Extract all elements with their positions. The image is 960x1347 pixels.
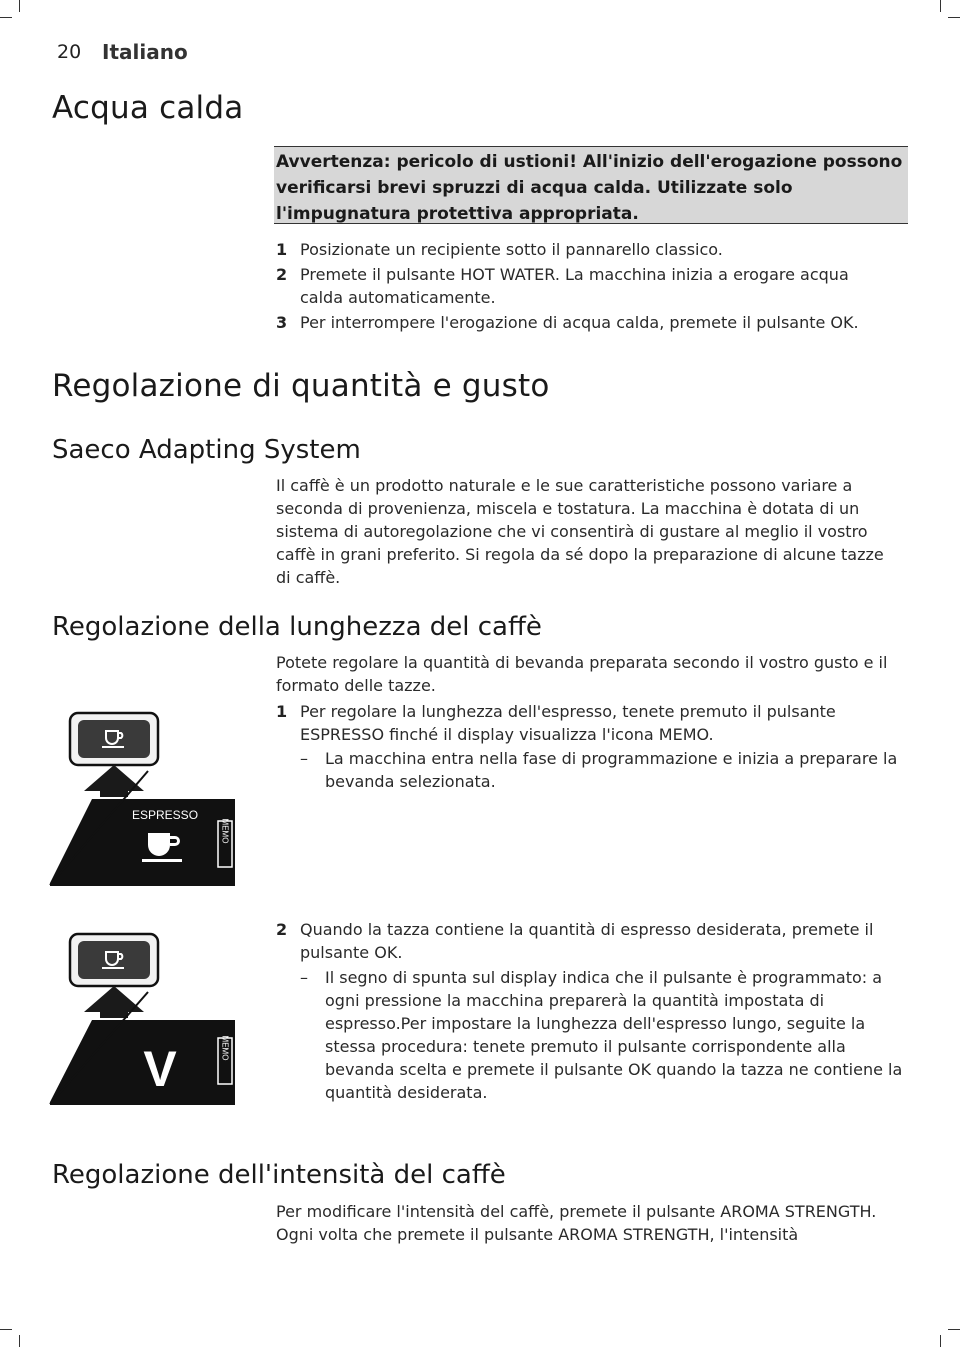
step-number: 1 [276,702,288,721]
hot-water-step-2 [276,263,886,309]
length-step-2-sub [300,966,910,1104]
page-language: Italiano [102,40,188,64]
length-intro: Potete regolare la quantità di bevanda preparata secondo il vostro gusto e il formato delle tazze. [276,653,888,695]
crop-mark [0,17,12,18]
crop-mark [19,0,20,12]
crop-mark [948,17,960,18]
hot-water-step-1 [276,238,906,261]
section-title-hot-water: Acqua calda [52,90,244,126]
crop-mark [19,1335,20,1347]
step-text: Premete il pulsante HOT WATER. La macchina inizia a erogare acqua calda automaticamente. [300,265,849,307]
sub-text: La macchina entra nella fase di programmazione e inizia a preparare la bevanda selezionata. [325,749,898,791]
warning-box: Avvertenza: pericolo di ustioni! All'inizio dell'erogazione possono verificarsi brevi spruzzi di acqua calda. Utilizzate solo l'impugnatura protettiva appropriata. [274,146,908,224]
subsection-title-length: Regolazione della lunghezza del caffè [52,612,542,642]
dash-bullet: – [300,968,308,987]
section-title-quantity: Regolazione di quantità e gusto [52,368,550,404]
crop-mark [940,1335,941,1347]
step-number: 3 [276,313,288,332]
page-number: 20 [57,41,82,63]
step-text: Per regolare la lunghezza dell'espresso, tenete premuto il pulsante ESPRESSO finché il display visualizza l'icona MEMO. [300,702,836,744]
memo-label: MEMO [220,1035,230,1061]
checkmark-icon: V [143,1041,177,1097]
step-text: Posizionate un recipiente sotto il pannarello classico. [300,240,723,259]
crop-mark [948,1329,960,1330]
length-step-2 [276,918,896,964]
dash-bullet: – [300,749,308,768]
espresso-memo-illustration [48,705,240,891]
crop-mark [940,0,941,12]
subsection-title-saeco: Saeco Adapting System [52,435,361,465]
memo-label: MEMO [220,818,230,844]
step-number: 2 [276,265,288,284]
step-text: Quando la tazza contiene la quantità di espresso desiderata, premete il pulsante OK. [300,920,874,962]
step-number: 2 [276,920,288,939]
arrow-up-icon [84,765,144,797]
checkmark-illustration [48,926,240,1112]
intensity-body: Per modificare l'intensità del caffè, premete il pulsante AROMA STRENGTH. Ogni volta che premete il pulsante AROMA STRENGTH, l'intensità [276,1202,877,1244]
display-label-espresso: ESPRESSO [132,808,199,822]
sub-text: Il segno di spunta sul display indica che il pulsante è programmato: a ogni pressione la macchina preparerà la quantità impostata di espresso.Per impostare la lunghezza dell'espresso lungo, seguite la stessa procedura: tenete premuto il pulsante corrispondente alla bevanda scelta e premete il pulsante OK quando la tazza ne contiene la quantità desiderata. [325,968,903,1102]
saeco-body: Il caffè è un prodotto naturale e le sue caratteristiche possono variare a seconda di provenienza, miscela e tostatura. La macchina è dotata di un sistema di autoregolazione che vi consentirà di gustare al meglio il vostro caffè in grani preferito. Si regola da sé dopo la preparazione di alcune tazze di caffè. [276,476,884,587]
step-number: 1 [276,240,288,259]
hot-water-step-3 [276,311,916,334]
length-step-1-sub [300,747,900,793]
crop-mark [0,1329,12,1330]
arrow-up-icon [84,986,144,1018]
step-text: Per interrompere l'erogazione di acqua calda, premete il pulsante OK. [300,313,859,332]
subsection-title-intensity: Regolazione dell'intensità del caffè [52,1160,506,1190]
length-step-1 [276,700,886,746]
